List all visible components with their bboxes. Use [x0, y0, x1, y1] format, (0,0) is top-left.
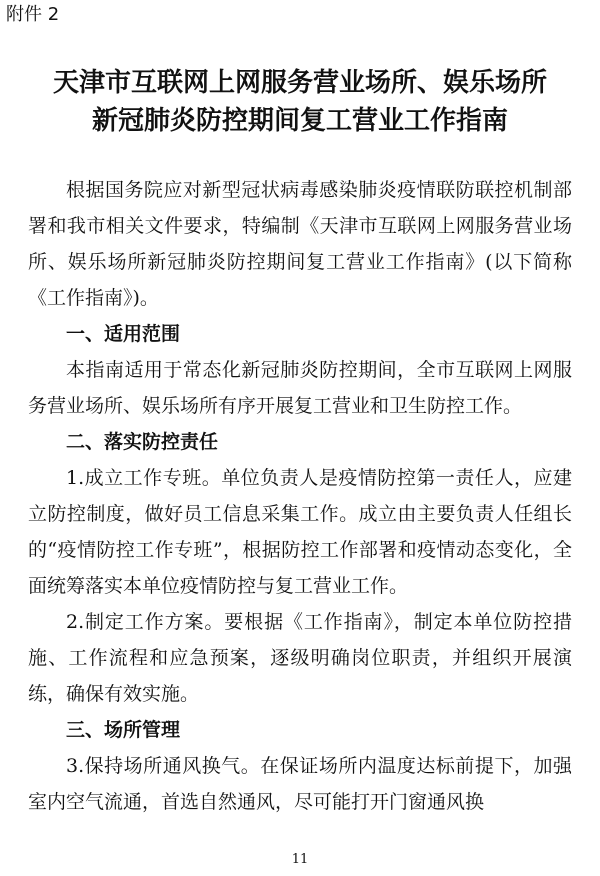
document-body [28, 172, 572, 820]
section-heading-scope: 一、适用范围 [66, 323, 181, 345]
section-heading-venue-management: 三、场所管理 [66, 719, 181, 741]
title-line-2: 新冠肺炎防控期间复工营业工作指南 [91, 106, 508, 136]
page-number: 11 [291, 852, 309, 867]
intro-paragraph: 根据国务院应对新型冠状病毒感染肺炎疫情联防联控机制部署和我市相关文件要求，特编制《天津市互联网上网服务营业场所、娱乐场所新冠肺炎防控期间复工营业工作指南》(以下简称《工作指南》)。 [28, 179, 572, 309]
item-2-paragraph: 2.制定工作方案。要根据《工作指南》，制定本单位防控措施、工作流程和应急预案，逐级明确岗位职责，并组织开展演练，确保有效实施。 [28, 611, 572, 705]
section-heading-responsibility: 二、落实防控责任 [66, 431, 219, 453]
scope-paragraph: 本指南适用于常态化新冠肺炎防控期间，全市互联网上网服务营业场所、娱乐场所有序开展复工营业和卫生防控工作。 [28, 359, 572, 417]
title-line-1: 天津市互联网上网服务营业场所、娱乐场所 [52, 68, 547, 98]
attachment-label: 附件 2 [6, 4, 60, 25]
item-1-paragraph: 1.成立工作专班。单位负责人是疫情防控第一责任人，应建立防控制度，做好员工信息采集工作。成立由主要负责人任组长的“疫情防控工作专班”，根据防控工作部署和疫情动态变化，全面统筹落实本单位疫情防控与复工营业工作。 [28, 467, 572, 597]
item-3-paragraph: 3.保持场所通风换气。在保证场所内温度达标前提下，加强室内空气流通，首选自然通风，尽可能打开门窗通风换 [28, 755, 572, 813]
document-title [0, 64, 600, 140]
